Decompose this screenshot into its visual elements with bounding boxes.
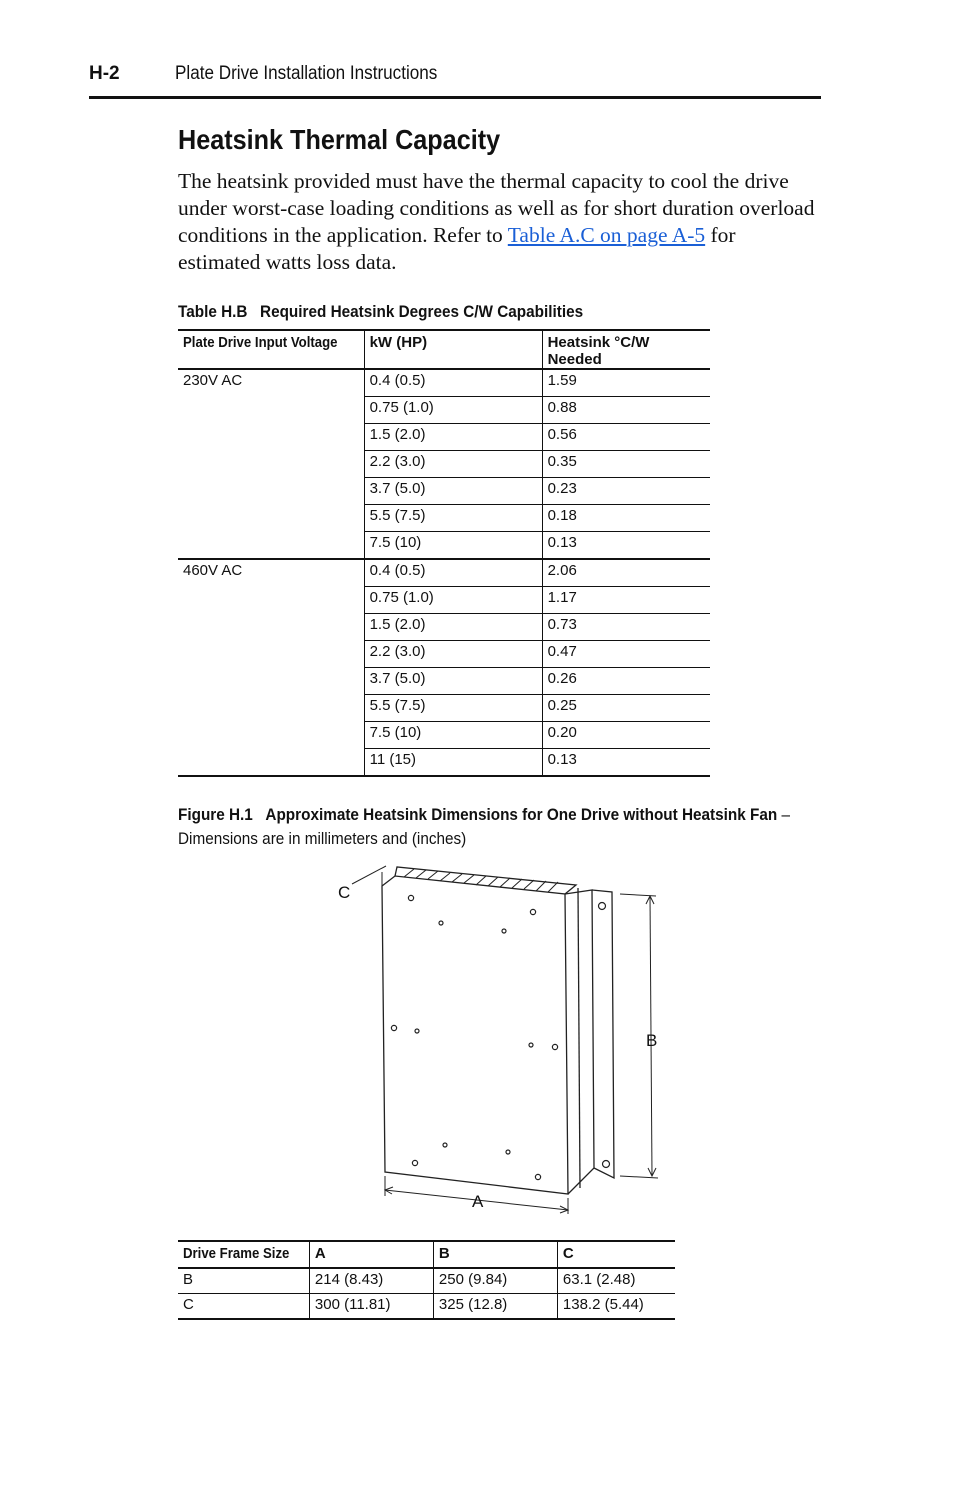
cw-cell: 0.47: [542, 641, 710, 668]
col-header-b: B: [433, 1241, 557, 1268]
col-header-kw: kW (HP): [364, 330, 542, 369]
kw-cell: 3.7 (5.0): [364, 668, 542, 695]
figure-h1-subtitle: Dimensions are in millimeters and (inches): [178, 829, 467, 848]
dimensions-table: [178, 1240, 675, 1320]
col-header-a: A: [309, 1241, 433, 1268]
col-header-c: C: [557, 1241, 675, 1268]
page-number: H-2: [89, 63, 120, 84]
table-row: [178, 1294, 675, 1320]
dim-label-c: C: [338, 883, 351, 902]
cw-cell: 0.25: [542, 695, 710, 722]
kw-cell: 2.2 (3.0): [364, 451, 542, 478]
col-header-cw: Heatsink °C/W Needed: [542, 330, 710, 369]
kw-cell: 0.4 (0.5): [364, 559, 542, 587]
col-header-voltage: Plate Drive Input Voltage: [178, 330, 364, 369]
cw-cell: 0.13: [542, 532, 710, 560]
dim-label-b: B: [646, 1031, 658, 1050]
cw-cell: 0.35: [542, 451, 710, 478]
table-row: [178, 559, 710, 587]
table-cell: 138.2 (5.44): [562, 1296, 644, 1313]
running-title: Plate Drive Installation Instructions: [175, 63, 438, 84]
heatsink-bracket: [592, 890, 614, 1178]
table-ac-link[interactable]: Table A.C on page A-5: [507, 223, 706, 247]
table-hb-title: Required Heatsink Degrees C/W Capabilities: [260, 302, 584, 321]
kw-cell: 2.2 (3.0): [364, 641, 542, 668]
cw-cell: 0.13: [542, 749, 710, 777]
table-cell: C: [178, 1294, 309, 1320]
heatsink-drawing: [330, 858, 670, 1216]
heatsink-fin-strip: [395, 867, 576, 894]
cw-cell: 0.26: [542, 668, 710, 695]
kw-cell: 7.5 (10): [364, 532, 542, 560]
voltage-cell: 460V AC: [178, 559, 364, 776]
cw-cell: 0.73: [542, 614, 710, 641]
table-cell: 325 (12.8): [433, 1294, 557, 1320]
cw-cell: 2.06: [542, 559, 710, 587]
figure-h1-title: Approximate Heatsink Dimensions for One Drive without Heatsink Fan: [265, 805, 778, 824]
heatsink-capability-table: [178, 329, 710, 777]
intro-text-before: The heatsink provided must have the thermal capacity to cool the drive under worst-case loading conditions as well as for short duration overload conditions in the application. Refer to: [178, 169, 815, 247]
kw-cell: 0.4 (0.5): [364, 369, 542, 397]
cw-cell: 0.18: [542, 505, 710, 532]
dim-label-a: A: [472, 1192, 484, 1211]
table-cell: 250 (9.84): [433, 1268, 557, 1294]
intro-text-after: for estimated watts loss data.: [178, 223, 736, 274]
figure-h1-caption: [178, 805, 790, 825]
heatsink-plate: [382, 876, 568, 1194]
cw-cell: 0.20: [542, 722, 710, 749]
cw-cell: 0.56: [542, 424, 710, 451]
cw-cell: 0.23: [542, 478, 710, 505]
page-header: [89, 60, 821, 99]
kw-cell: 0.75 (1.0): [364, 397, 542, 424]
kw-cell: 3.7 (5.0): [364, 478, 542, 505]
table-cell: 300 (11.81): [309, 1294, 433, 1320]
cw-cell: 1.59: [542, 369, 710, 397]
kw-cell: 1.5 (2.0): [364, 424, 542, 451]
cw-cell: 0.88: [542, 397, 710, 424]
table-cell: 214 (8.43): [309, 1268, 433, 1294]
cw-cell: 1.17: [542, 587, 710, 614]
kw-cell: 5.5 (7.5): [364, 695, 542, 722]
table-hb-caption: [178, 302, 583, 322]
kw-cell: 11 (15): [364, 749, 542, 777]
table-cell: 63.1 (2.48): [557, 1268, 675, 1294]
kw-cell: 7.5 (10): [364, 722, 542, 749]
figure-h1-dash: –: [777, 805, 790, 824]
kw-cell: 1.5 (2.0): [364, 614, 542, 641]
figure-h1-label: Figure H.1: [178, 805, 253, 824]
table-cell: B: [178, 1268, 309, 1294]
intro-paragraph: [178, 168, 818, 276]
kw-cell: 5.5 (7.5): [364, 505, 542, 532]
section-title: Heatsink Thermal Capacity: [178, 124, 501, 155]
kw-cell: 0.75 (1.0): [364, 587, 542, 614]
col-header-frame: Drive Frame Size: [178, 1241, 309, 1268]
table-row: [178, 1268, 675, 1294]
table-hb-label: Table H.B: [178, 302, 248, 321]
table-row: [178, 369, 710, 397]
voltage-cell: 230V AC: [178, 369, 364, 559]
